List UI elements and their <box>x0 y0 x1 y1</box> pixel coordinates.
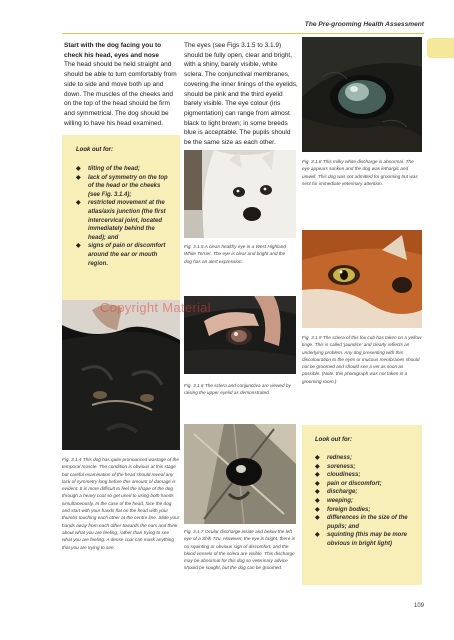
header-rule <box>62 33 424 34</box>
lookout-eyes-list <box>315 454 416 549</box>
list-item: ◆ soreness; <box>315 463 416 472</box>
caption-fig-3-1-7: Fig. 3.1.7 Ocular discharge inside and below the left eye of a Shih Tzu. However, the eye is bright, there is no squinting or obvious sign of discomfort, and the blood vessels of the sclera are visible. This discharge may be abnormal for this dog so veterinary advice should be sought, but the dog can be groomed. <box>184 529 295 571</box>
fox-cub-photo <box>302 230 422 328</box>
caption-fig-3-1-6: Fig. 3.1.6 The sclera and conjunctiva are viewed by raising the upper eyelid as demonstrated. <box>184 383 291 396</box>
eyes-paragraph: The eyes (see Figs 3.1.5 to 3.1.9) should be fully open, clear and bright, with a shiny, barely visible, white sclera. The conjunctival membranes, covering the inner linings of the eyelids, should be pink and the third eyelid barely visible. The eye colour (iris pigmentation) can range from almost black to light brown; in some breeds blue is acceptable. The pupils should be the same size as each other. <box>184 42 298 147</box>
list-item: ◆ tilting of the head; <box>76 165 174 174</box>
list-item: ◆ signs of pain or discomfort around the ear or mouth region. <box>76 242 174 268</box>
caption-fig-3-1-9: Fig. 3.1.9 The sclera of this fox cub has taken on a yellow tinge. This is called 'jaundice' and clearly reflects an underlying problem. Any dog presenting with this discolouration to the eyes or mucous membranes should not be groomed and should see a vet as soon as possible. (Note: this photograph was not taken in a grooming room.) <box>302 335 422 384</box>
lookout-eyes-box <box>302 425 422 585</box>
chapter-tab <box>427 38 454 58</box>
caption-fig-3-1-4: Fig. 3.1.4 This dog has quite pronounced wastage of the temporal muscle. The condition is obvious at this stage but careful examination of the head should reveal any lack of symmetry long before this amount of damage is evident. It is more difficult to feel the shape of the dog through a heavy coat so get used to using both hands simultaneously. In the case of the head, face the dog and start with your hands flat on the head with your thumbs touching each other at the centre line. Slide your hands away from each other towards the ears and think about what you are feeling, rather than trying to see what you are feeling. A dense coat can mask anything that you are trying to see. <box>62 457 180 550</box>
left-paragraph: The head should be held straight and should be able to turn comfortably from side to side and move both up and down. The muscles of the cheeks and on the top of the head should be firm and symmetrical. The dog should be willing to have his head examined. <box>64 61 177 127</box>
list-item: ◆ redness; <box>315 454 416 463</box>
lookout-eyes-title: Look out for: <box>315 437 352 443</box>
middle-column <box>184 41 298 148</box>
list-item: ◆ foreign bodies; <box>315 506 416 515</box>
copyright-watermark: Copyright Material <box>100 300 211 315</box>
caption-fig-3-1-5: Fig. 3.1.5 A clean healthy eye in a West Highland White Terrier. The eye is clear and bright and the dog has an alert expression. <box>184 244 286 264</box>
list-item: ◆ weeping; <box>315 497 416 506</box>
left-column <box>64 41 179 128</box>
shih-tzu-eye-photo <box>184 424 296 524</box>
list-item: ◆ pain or discomfort; <box>315 480 416 489</box>
black-dog-eye-discharge-photo <box>302 37 422 152</box>
list-item: ◆ cloudiness; <box>315 471 416 480</box>
lookout-head-list <box>76 165 174 268</box>
list-item: ◆ restricted movement at the atlas/axis junction (the first intercervical joint, located immediately behind the head); and <box>76 199 174 242</box>
lookout-head-box <box>62 135 180 300</box>
list-item: ◆ differences in the size of the pupils; and <box>315 514 416 531</box>
black-dog-head-photo <box>62 300 180 450</box>
page-number: 109 <box>413 603 424 609</box>
list-item: ◆ squinting (this may be more obvious in bright light) <box>315 531 416 548</box>
section-heading: Start with the dog facing you to check his head, eyes and nose <box>64 42 162 59</box>
list-item: ◆ discharge; <box>315 488 416 497</box>
running-header: The Pre-grooming Health Assessment <box>304 21 424 28</box>
list-item: ◆ lack of symmetry on the top of the head or the cheeks (see Fig. 3.1.4); <box>76 174 174 200</box>
lookout-head-title: Look out for: <box>76 147 113 153</box>
caption-fig-3-1-8: Fig. 3.1.8 This milky white discharge is abnormal. The eye appears sunken and the dog was lethargic and unwell. This dog was not admitted for grooming but was sent for immediate veterinary attention. <box>302 159 418 186</box>
westie-photo <box>184 150 296 238</box>
